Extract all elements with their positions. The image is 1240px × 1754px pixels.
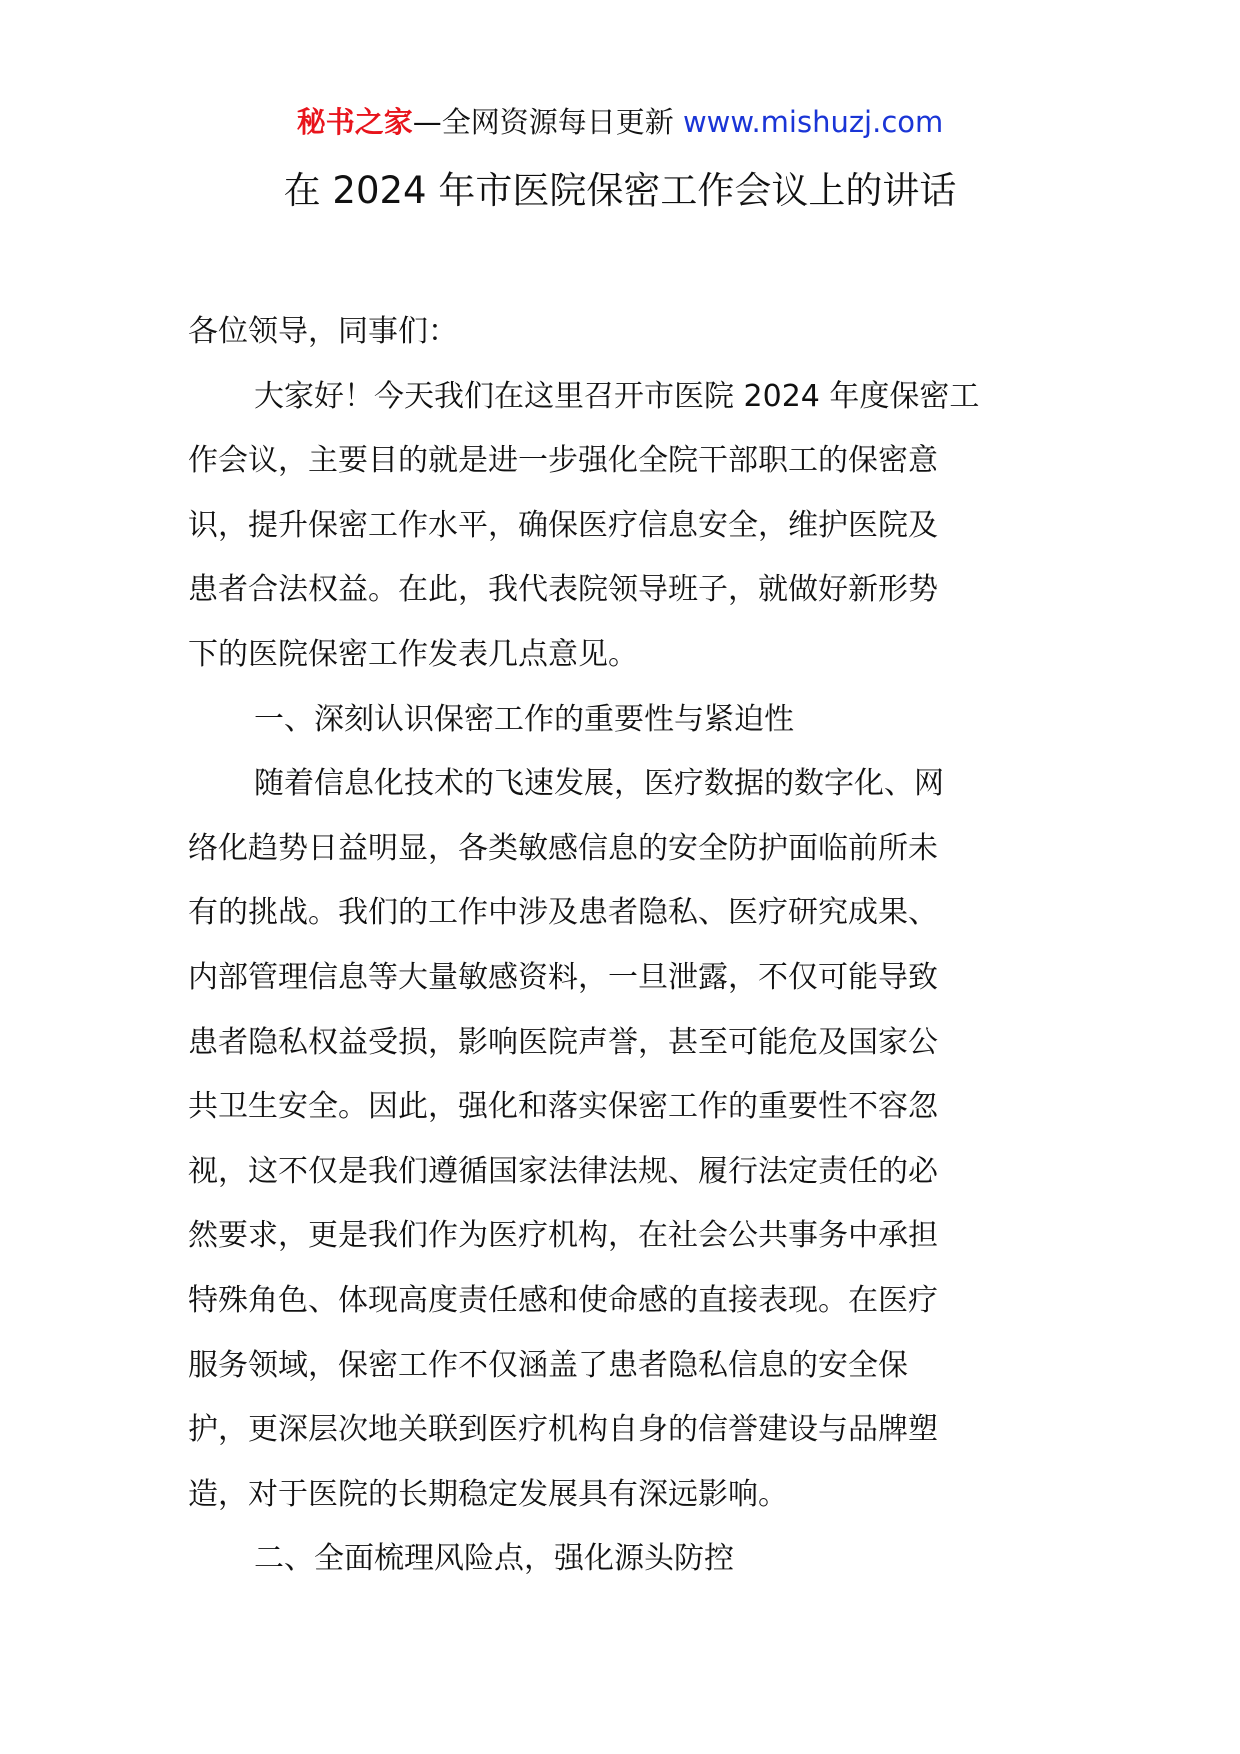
salutation: 各位领导，同事们： — [188, 314, 458, 349]
document-body — [188, 300, 1058, 1592]
paragraph-line: 患者隐私权益受损，影响医院声誉，甚至可能危及国家公 — [188, 1024, 938, 1060]
document-title: 在 2024 年市医院保密工作会议上的讲话 — [283, 169, 957, 212]
paragraph-line: 共卫生安全。因此，强化和落实保密工作的重要性不容忽 — [188, 1089, 938, 1125]
site-name: 秘书之家 — [296, 105, 413, 139]
paragraph-line: 视，这不仅是我们遵循国家法律法规、履行法定责任的必 — [188, 1153, 938, 1189]
section-heading-2: 二、全面梳理风险点，强化源头防控 — [254, 1541, 734, 1577]
paragraph-line: 识，提升保密工作水平，确保医疗信息安全，维护医院及 — [188, 507, 938, 543]
site-header — [0, 102, 1240, 142]
paragraph-line: 有的挑战。我们的工作中涉及患者隐私、医疗研究成果、 — [188, 895, 938, 931]
paragraph-line: 患者合法权益。在此，我代表院领导班子，就做好新形势 — [188, 572, 938, 608]
paragraph-line: 作会议，主要目的就是进一步强化全院干部职工的保密意 — [188, 443, 938, 479]
paragraph-line: 特殊角色、体现高度责任感和使命感的直接表现。在医疗 — [188, 1282, 938, 1318]
site-url-link[interactable]: www.mishuzj.com — [682, 105, 944, 139]
section-heading-1: 一、深刻认识保密工作的重要性与紧迫性 — [254, 701, 794, 737]
paragraph-line: 内部管理信息等大量敏感资料，一旦泄露，不仅可能导致 — [188, 959, 938, 995]
paragraph-line: 造，对于医院的长期稳定发展具有深远影响。 — [188, 1476, 788, 1512]
site-slogan: —全网资源每日更新 — [412, 105, 683, 139]
paragraph-line: 下的医院保密工作发表几点意见。 — [188, 636, 638, 672]
paragraph-line: 随着信息化技术的飞速发展，医疗数据的数字化、网 — [254, 766, 944, 802]
paragraph-line: 然要求，更是我们作为医疗机构，在社会公共事务中承担 — [188, 1218, 938, 1254]
paragraph-line: 络化趋势日益明显，各类敏感信息的安全防护面临前所未 — [188, 830, 938, 866]
paragraph-line: 大家好！今天我们在这里召开市医院 2024 年度保密工 — [254, 378, 980, 414]
paragraph-line: 护，更深层次地关联到医疗机构自身的信誉建设与品牌塑 — [188, 1412, 938, 1448]
paragraph-line: 服务领域，保密工作不仅涵盖了患者隐私信息的安全保 — [188, 1347, 908, 1383]
